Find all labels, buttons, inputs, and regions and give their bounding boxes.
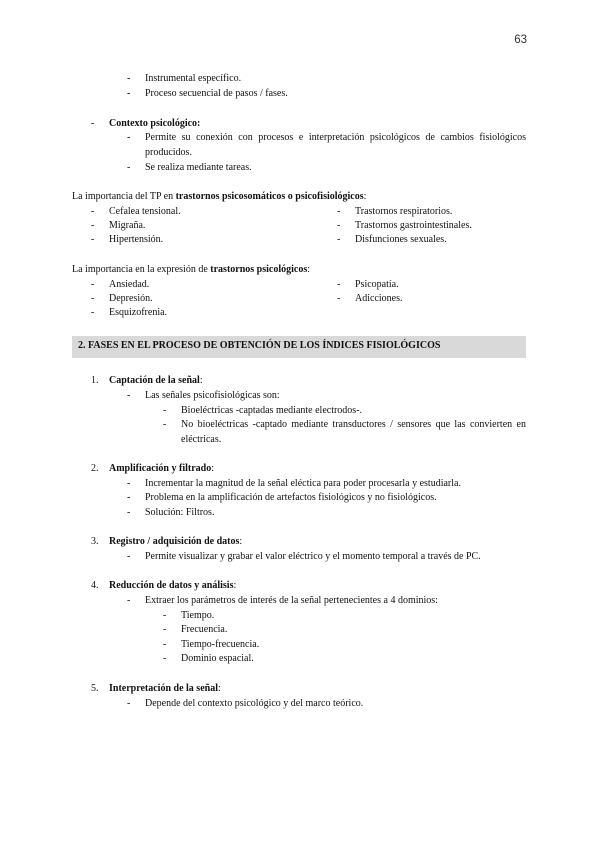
bullet-dash: - — [127, 132, 131, 143]
bullet-dash: - — [91, 220, 95, 231]
section-title: 2. FASES EN EL PROCESO DE OBTENCIÓN DE LOS ÍNDICES FISIOLÓGICOS — [78, 340, 441, 351]
phase-title: Registro / adquisición de datos: — [109, 536, 243, 547]
list-item: Depresión. — [109, 293, 153, 304]
list-item: Permite su conexión con procesos e interpretación psicológicos de cambios fisiológicos producidos. — [145, 132, 526, 158]
bullet-dash: - — [91, 279, 95, 290]
psicologicos-intro: La importancia en la expresión de trastornos psicológicos: — [72, 264, 311, 275]
contexto-heading: Contexto psicológico: — [109, 118, 201, 129]
list-item: Instrumental específico. — [145, 73, 242, 84]
phase-title: Amplificación y filtrado: — [109, 463, 214, 474]
bullet-dash: - — [163, 419, 167, 430]
list-item: Dominio espacial. — [181, 653, 254, 664]
phase-number: 5. — [91, 683, 99, 694]
list-item: Disfunciones sexuales. — [355, 234, 447, 245]
bullet-dash: - — [91, 307, 95, 318]
bullet-dash: - — [127, 507, 131, 518]
list-item: Hipertensión. — [109, 234, 164, 245]
bullet-dash: - — [337, 234, 341, 245]
list-item: Frecuencia. — [181, 624, 228, 635]
phase-title: Reducción de datos y análisis: — [109, 580, 237, 591]
bullet-dash: - — [337, 293, 341, 304]
list-item: Adicciones. — [355, 293, 403, 304]
bullet-dash: - — [337, 220, 341, 231]
page-number: 63 — [514, 34, 527, 46]
list-item: Depende del contexto psicológico y del marco teórico. — [145, 698, 364, 709]
list-item: Tiempo-frecuencia. — [181, 639, 260, 650]
phase-title: Captación de la señal: — [109, 375, 203, 386]
bullet-dash: - — [163, 610, 167, 621]
bullet-dash: - — [127, 492, 131, 503]
list-item: Se realiza mediante tareas. — [145, 162, 252, 173]
bullet-dash: - — [91, 293, 95, 304]
bullet-dash: - — [127, 88, 131, 99]
bullet-dash: - — [127, 73, 131, 84]
bullet-dash: - — [127, 698, 131, 709]
bullet-dash: - — [337, 279, 341, 290]
bullet-dash: - — [127, 478, 131, 489]
phase-number: 1. — [91, 375, 99, 386]
list-item: Trastornos gastrointestinales. — [355, 220, 472, 231]
list-item: Cefalea tensional. — [109, 206, 181, 217]
bullet-dash: - — [127, 162, 131, 173]
bullet-dash: - — [91, 118, 95, 129]
list-item: Problema en la amplificación de artefactos fisiológicos y no fisiológicos. — [145, 492, 437, 503]
psicosomaticos-intro: La importancia del TP en trastornos psicosomáticos o psicofisiológicos: — [72, 191, 367, 202]
phase-number: 2. — [91, 463, 99, 474]
bullet-dash: - — [91, 206, 95, 217]
list-item: Tiempo. — [181, 610, 215, 621]
list-item: Incrementar la magnitud de la señal eléctica para poder procesarla y estudiarla. — [145, 478, 461, 489]
bullet-dash: - — [91, 234, 95, 245]
bullet-dash: - — [127, 390, 131, 401]
list-item: Las señales psicofisiológicas son: — [145, 390, 280, 401]
list-item: Permite visualizar y grabar el valor eléctrico y el momento temporal a través de PC. — [145, 551, 481, 562]
list-item: Trastornos respiratorios. — [355, 206, 453, 217]
list-item: Psicopatía. — [355, 279, 399, 290]
bullet-dash: - — [127, 595, 131, 606]
list-item: Proceso secuencial de pasos / fases. — [145, 88, 288, 99]
bullet-dash: - — [163, 405, 167, 416]
bullet-dash: - — [127, 551, 131, 562]
section-banner — [72, 336, 526, 358]
list-item: Migraña. — [109, 220, 146, 231]
phase-number: 3. — [91, 536, 99, 547]
list-item: Esquizofrenia. — [109, 307, 168, 318]
phase-number: 4. — [91, 580, 99, 591]
list-item: Ansiedad. — [109, 279, 150, 290]
list-item: No bioeléctricas -captado mediante transductores / sensores que las convierten en eléctricas. — [181, 419, 526, 445]
bullet-dash: - — [337, 206, 341, 217]
list-item: Bioeléctricas -captadas mediante electrodos-. — [181, 405, 363, 416]
bullet-dash: - — [163, 639, 167, 650]
bullet-dash: - — [163, 653, 167, 664]
bullet-dash: - — [163, 624, 167, 635]
phase-title: Interpretación de la señal: — [109, 683, 221, 694]
list-item: Solución: Filtros. — [145, 507, 215, 518]
list-item: Extraer los parámetros de interés de la señal pertenecientes a 4 dominios: — [145, 595, 438, 606]
